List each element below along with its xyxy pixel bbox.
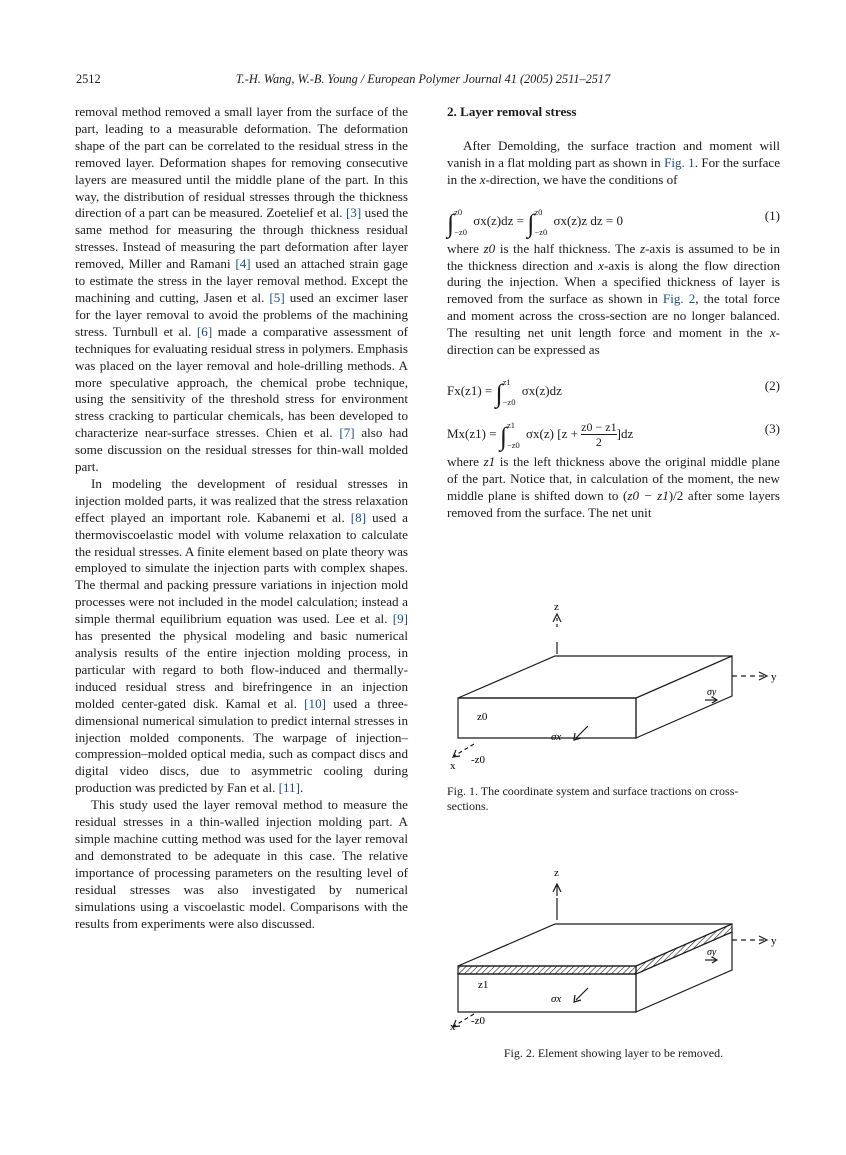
fig2-label-y: y (771, 935, 777, 947)
citation-6[interactable]: [6] (196, 323, 213, 339)
paragraph-3: This study used the layer removal method to measure the residual stresses in a thin-walled injection molding part. A simple machine cutting method was used for the layer removal and demonstrated to be adequate in this case. The relative importance of processing parameters on the resulting level of residual stresses was also investigated by numerical simulations using a viscoelastic model. Comparisons with the results from experiments were also discussed. (75, 797, 408, 931)
fig2-removed-layer (458, 966, 636, 974)
equation-number-2: (2) (764, 377, 780, 393)
fig1-top-face (458, 656, 732, 698)
paragraph-4: After Demolding, the surface traction and moment will vanish in a flat molding part as shown in Fig. 1. For the surface in the x-direction, we have the conditions of (447, 137, 781, 187)
fig1-label-x: x (450, 760, 456, 772)
citation-8[interactable]: [8] (350, 509, 367, 525)
left-column (75, 104, 408, 932)
fig1-side-face (636, 656, 732, 738)
equation-number-3: (3) (764, 420, 780, 436)
fig2-removed-layer-side (636, 924, 732, 974)
fig2-label-z1: z1 (478, 979, 489, 991)
fig1-label-z: z (554, 601, 559, 613)
citation-4[interactable]: [4] (235, 256, 251, 272)
equation-number-1: (1) (764, 207, 780, 223)
citation-11[interactable]: [11] (278, 780, 300, 796)
figure-1-caption: Fig. 1. The coordinate system and surface tractions on cross-sections. (447, 784, 739, 813)
fig2-label-x: x (450, 1021, 456, 1033)
paragraph-1: removal method removed a small layer from the surface of the part, leading to a measurable deformation. The deformation shape of the part can be correlated to the residual stress in the removed layer. Deformation shapes for removing consecutive layers are measured until the middle plane of the part. In this way, the distribution of residual stresses through the thickness direction of a part can be measured. Zoetelief et al. [3] used the same method for measuring the through thickness residual stresses. Instead of measuring the part deformation after layer removed, Miller and Ramani [4] used an attached strain gage to estimate the stress in the layer removal method. Except the machining and cutting, Jasen et al. [5] used an excimer laser for the layer removal to avoid the problems of the machining stress. Turnbull et al. [6] made a comparative assessment of techniques for evaluating residual stress in polymers. Emphasis was placed on the layer removal and hole-drilling methods. A more speculative approach, the chemical probe technique, using the sensitivity of the threshold stress for environment stress cracking to particular chemicals, has been developed to characterize near-surface stresses. Chien et al. [7] also had some discussion on the residual stresses for thin-wall molded part. (75, 104, 408, 475)
fig2-label-minus-z0: -z0 (471, 1015, 486, 1027)
running-title: T.-H. Wang, W.-B. Young / European Polymer Journal 41 (2005) 2511–2517 (235, 72, 611, 86)
page-number: 2512 (76, 72, 101, 86)
fig2-label-sigma-y: σy (707, 947, 717, 958)
citation-5[interactable]: [5] (269, 289, 285, 305)
fig1-label-y: y (771, 671, 777, 683)
equation-3: Mx(z1) = ∫ z1 −z0 σx(z) [z + $\frac{z0 - z1}{2}$ ]dz (3) (447, 419, 780, 451)
citation-10[interactable]: [10] (304, 695, 326, 711)
right-column (447, 104, 780, 522)
paragraph-5: where z0 is the half thickness. The z-axis is assumed to be in the thickness direction and x-axis is along the flow direction during the injection. When a specified thickness of layer is removed from the surface as shown in Fig. 2, the total force and moment across the cross-section are no longer balanced. The resulting net unit length force and moment in the x-direction can be expressed as (447, 240, 780, 358)
section-heading: 2. Layer removal stress (447, 104, 577, 119)
fig2-sigma-x-arrow (576, 988, 588, 1000)
fig1-label-sigma-x: σx (551, 731, 562, 743)
fig1-label-z0: z0 (477, 711, 488, 723)
equation-1: ∫ z0 −z0 σx(z)dz = ∫ z0 −z0 σx(z)z dz = 0 (1) (447, 206, 780, 238)
citation-9[interactable]: [9] (392, 611, 408, 627)
fig1-link[interactable]: Fig. 1 (664, 154, 695, 170)
fig1-label-sigma-y: σy (707, 687, 717, 698)
citation-7[interactable]: [7] (339, 425, 355, 441)
fig1-sigma-x-arrow (576, 726, 588, 738)
paragraph-6: where z1 is the left thickness above the original middle plane of the part. Notice that, in calculation of the moment, the new middle plane is shifted down to (z0 − z1)/2 after some layers removed from the surface. The net unit (447, 453, 781, 520)
citation-3[interactable]: [3] (345, 205, 362, 221)
figure-2 (440, 862, 800, 1042)
fig2-label-z: z (554, 867, 559, 879)
figure-1 (440, 598, 800, 778)
figure-2-caption: Fig. 2. Element showing layer to be removed. (503, 1046, 724, 1060)
fig2-side-face (636, 932, 732, 1012)
fig2-link[interactable]: Fig. 2 (662, 291, 696, 307)
paragraph-2: In modeling the development of residual stresses in injection molded parts, it was realized that the stress relaxation effect played an important role. Kabanemi et al. [8] used a thermoviscoelastic model with volume relaxation to calculate the residual stresses. A finite element based on plate theory was employed to simulate the injection parts with complex shapes. The thermal and packing pressure variations in injection mold processes were not included in the model calculation; instead a simple thermal equilibrium equation was used. Lee et al. [9] has presented the physical modeling and basic numerical analysis results of the entire injection molding process, in particular with regard to both flow-induced and thermally-induced residual stress and birefringence in an injection molded center-gated disk. Kamal et al. [10] used a three-dimensional numerical simulation to predict internal stresses in injection molded components. The warpage of injection–compression–molded optical media, such as compact discs and digital video discs, due to asymmetric cooling during production was predicted by Fan et al. [11]. (75, 475, 408, 796)
fig2-label-sigma-x: σx (551, 993, 562, 1005)
equation-2: Fx(z1) = ∫ z1 −z0 σx(z)dz (2) (447, 376, 780, 408)
fig1-label-minus-z0: -z0 (471, 754, 486, 766)
